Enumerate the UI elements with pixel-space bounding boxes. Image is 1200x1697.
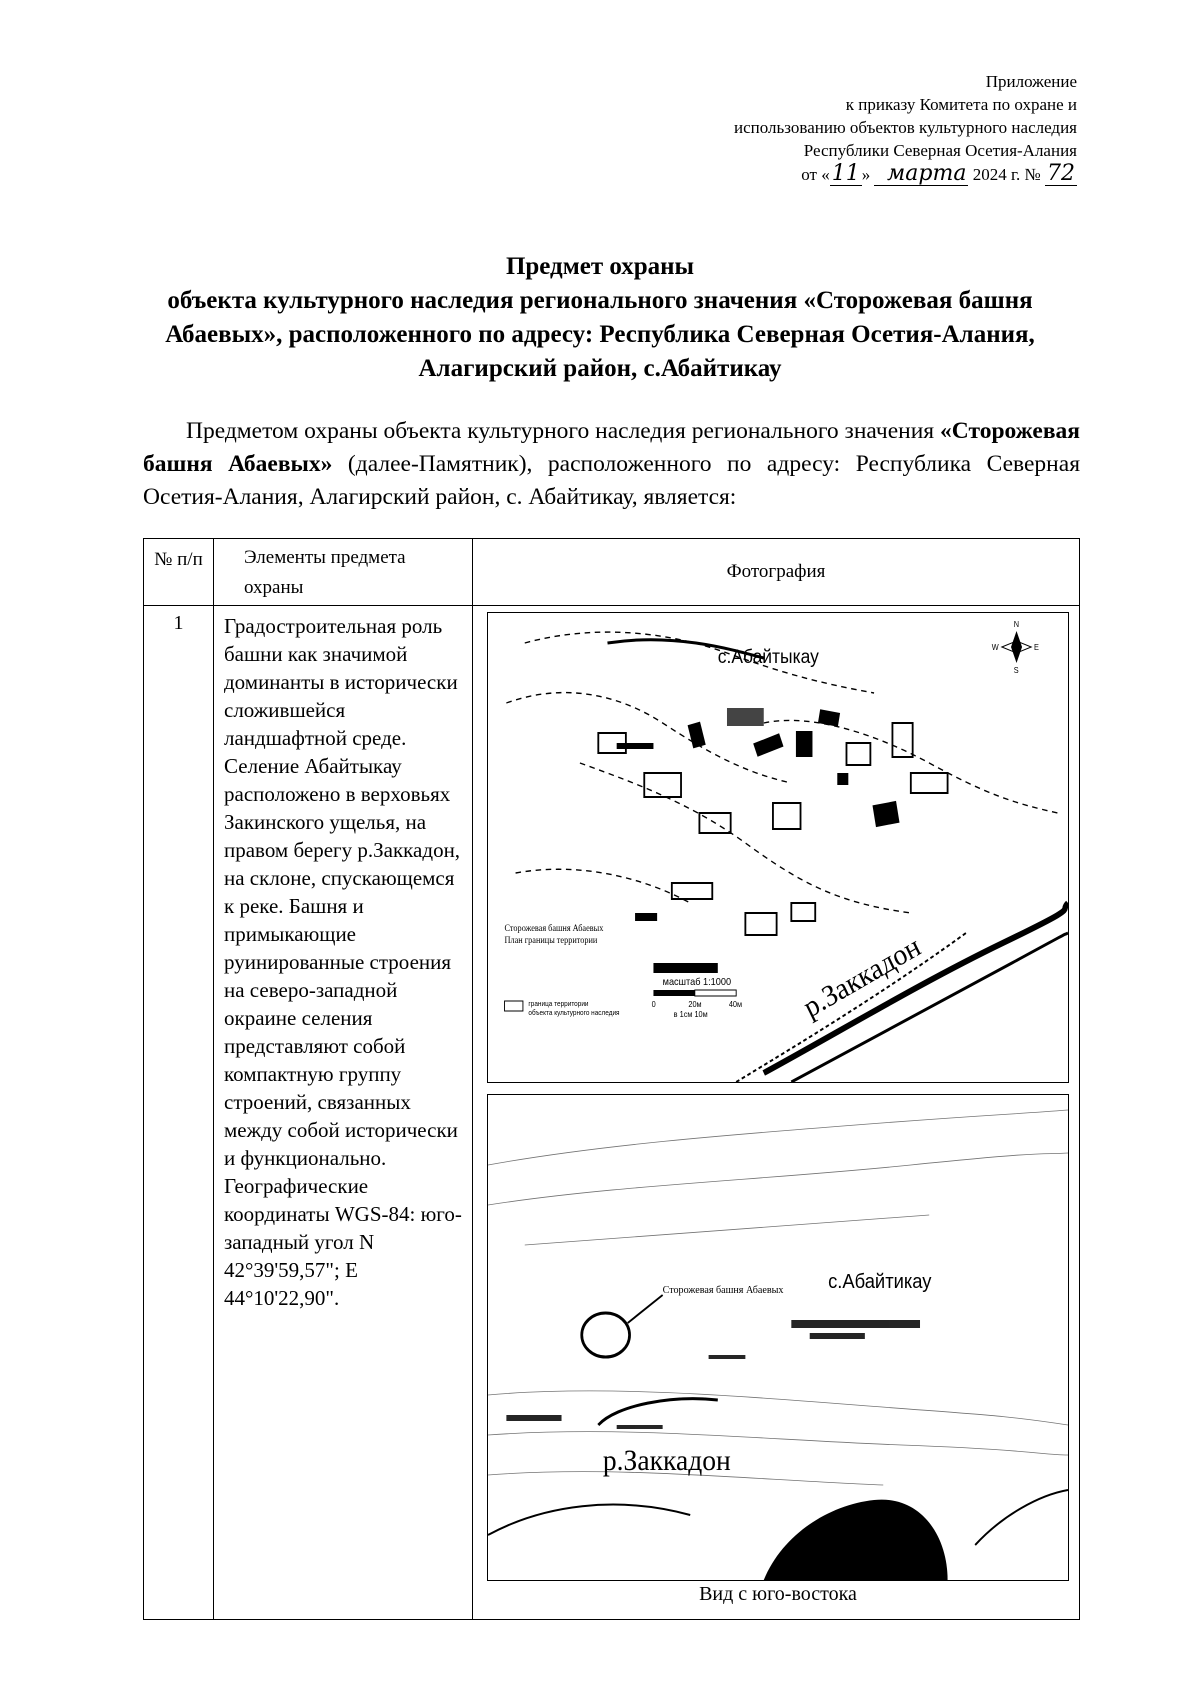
legend-item: объекта культурного наследия [528,1009,620,1018]
order-number: 72 [1047,161,1075,186]
title-line: Алагирский район, с.Абайтикау [418,355,782,382]
row-elements: Градостроительная роль башни как значимой доминанты в исторически сложившейся ландшафтной среде. Селение Абайтыкау расположено в верховьях Закинского ущелья, на правом берегу р.Заккадон, на склоне, спускающемся к реке. Башня и примыкающие руинированные строения на северо-западной окраине селения представляют собой компактную группу строений, связанных между собой исторически и функционально. Географические координаты WGS-84: юго-западный угол N 42°39'59,57"; E 44°10'22,90". [214,606,473,1620]
legend-item: граница территории [528,1000,589,1009]
document-title [120,250,1080,386]
compass-e: E [1033,642,1039,653]
scale-note: в 1см 10м [673,1009,708,1020]
compass-w: W [991,642,999,653]
map-village-label: с.Абайтыкау [717,645,819,668]
date-day: 11 [831,161,860,186]
row-photos [473,606,1080,1620]
view-photo-caption: Вид с юго-востока [699,1583,857,1605]
appendix-date-line [557,162,1077,186]
table-row [144,606,1080,1620]
date-prefix: от « [801,165,830,184]
table-header-row [144,539,1080,606]
view-village-label: с.Абайтикау [828,1271,932,1294]
compass-s: S [1013,665,1019,676]
view-photo [487,1094,1069,1581]
tower-pointer-line [628,1295,663,1323]
header-photo: Фотография [473,539,1080,606]
title-line: Предмет охраны [505,253,695,280]
map-legend-subtitle: План границы территории [504,934,598,946]
title-line: Абаевых», расположенного по адресу: Республика Северная Осетия-Алания, [165,321,1035,348]
appendix-block [557,70,1077,186]
date-mid: » [861,165,871,184]
intro-text: Предметом охраны объекта культурного наследия регионального значения [186,418,941,444]
row-num: 1 [144,606,214,1620]
intro-text: (далее-Памятник), расположенного по адресу: Республика Северная Осетия-Алания, Алагирский район, с. Абайтикау, является: [143,451,1080,510]
appendix-line: Приложение [985,72,1077,91]
site-plan-map [487,612,1069,1083]
header-elements: Элементы предмета охраны [214,539,473,606]
tower-circle-marker [582,1313,630,1357]
scale-tick: 40м [728,999,743,1010]
date-year: 2024 г. № [968,165,1045,184]
scale-tick: 20м [688,999,702,1010]
appendix-line: использованию объектов культурного наследия [734,118,1077,137]
map-scale-label: масштаб 1:1000 [662,976,732,989]
scale-bar-light [695,990,736,996]
map-legend-title: Сторожевая башня Абаевых [504,922,604,934]
view-photo-image [488,1095,1068,1580]
map-drawing [488,613,1068,1082]
header-num: № п/п [144,539,214,606]
title-line: объекта культурного наследия регионального значения «Сторожевая башня [167,287,1033,314]
protection-table [143,538,1080,1620]
compass-icon [992,620,1039,675]
compass-n: N [1013,619,1020,630]
map-river-label: р.Заккадон [798,929,926,1025]
intro-paragraph [143,415,1080,514]
view-tower-label: Сторожевая башня Абаевых [662,1284,784,1297]
appendix-line: Республики Северная Осетия-Алания [803,141,1077,160]
legend-swatch [505,1001,523,1011]
intro-bold: «Сторожевая башня Абаевых» [143,418,1080,477]
date-month: марта [874,162,968,186]
view-river-label: р.Заккадон [602,1443,731,1478]
scale-bar-dark [653,990,694,996]
appendix-line: к приказу Комитета по охране и [845,95,1077,114]
scale-tick: 0 [651,999,656,1010]
